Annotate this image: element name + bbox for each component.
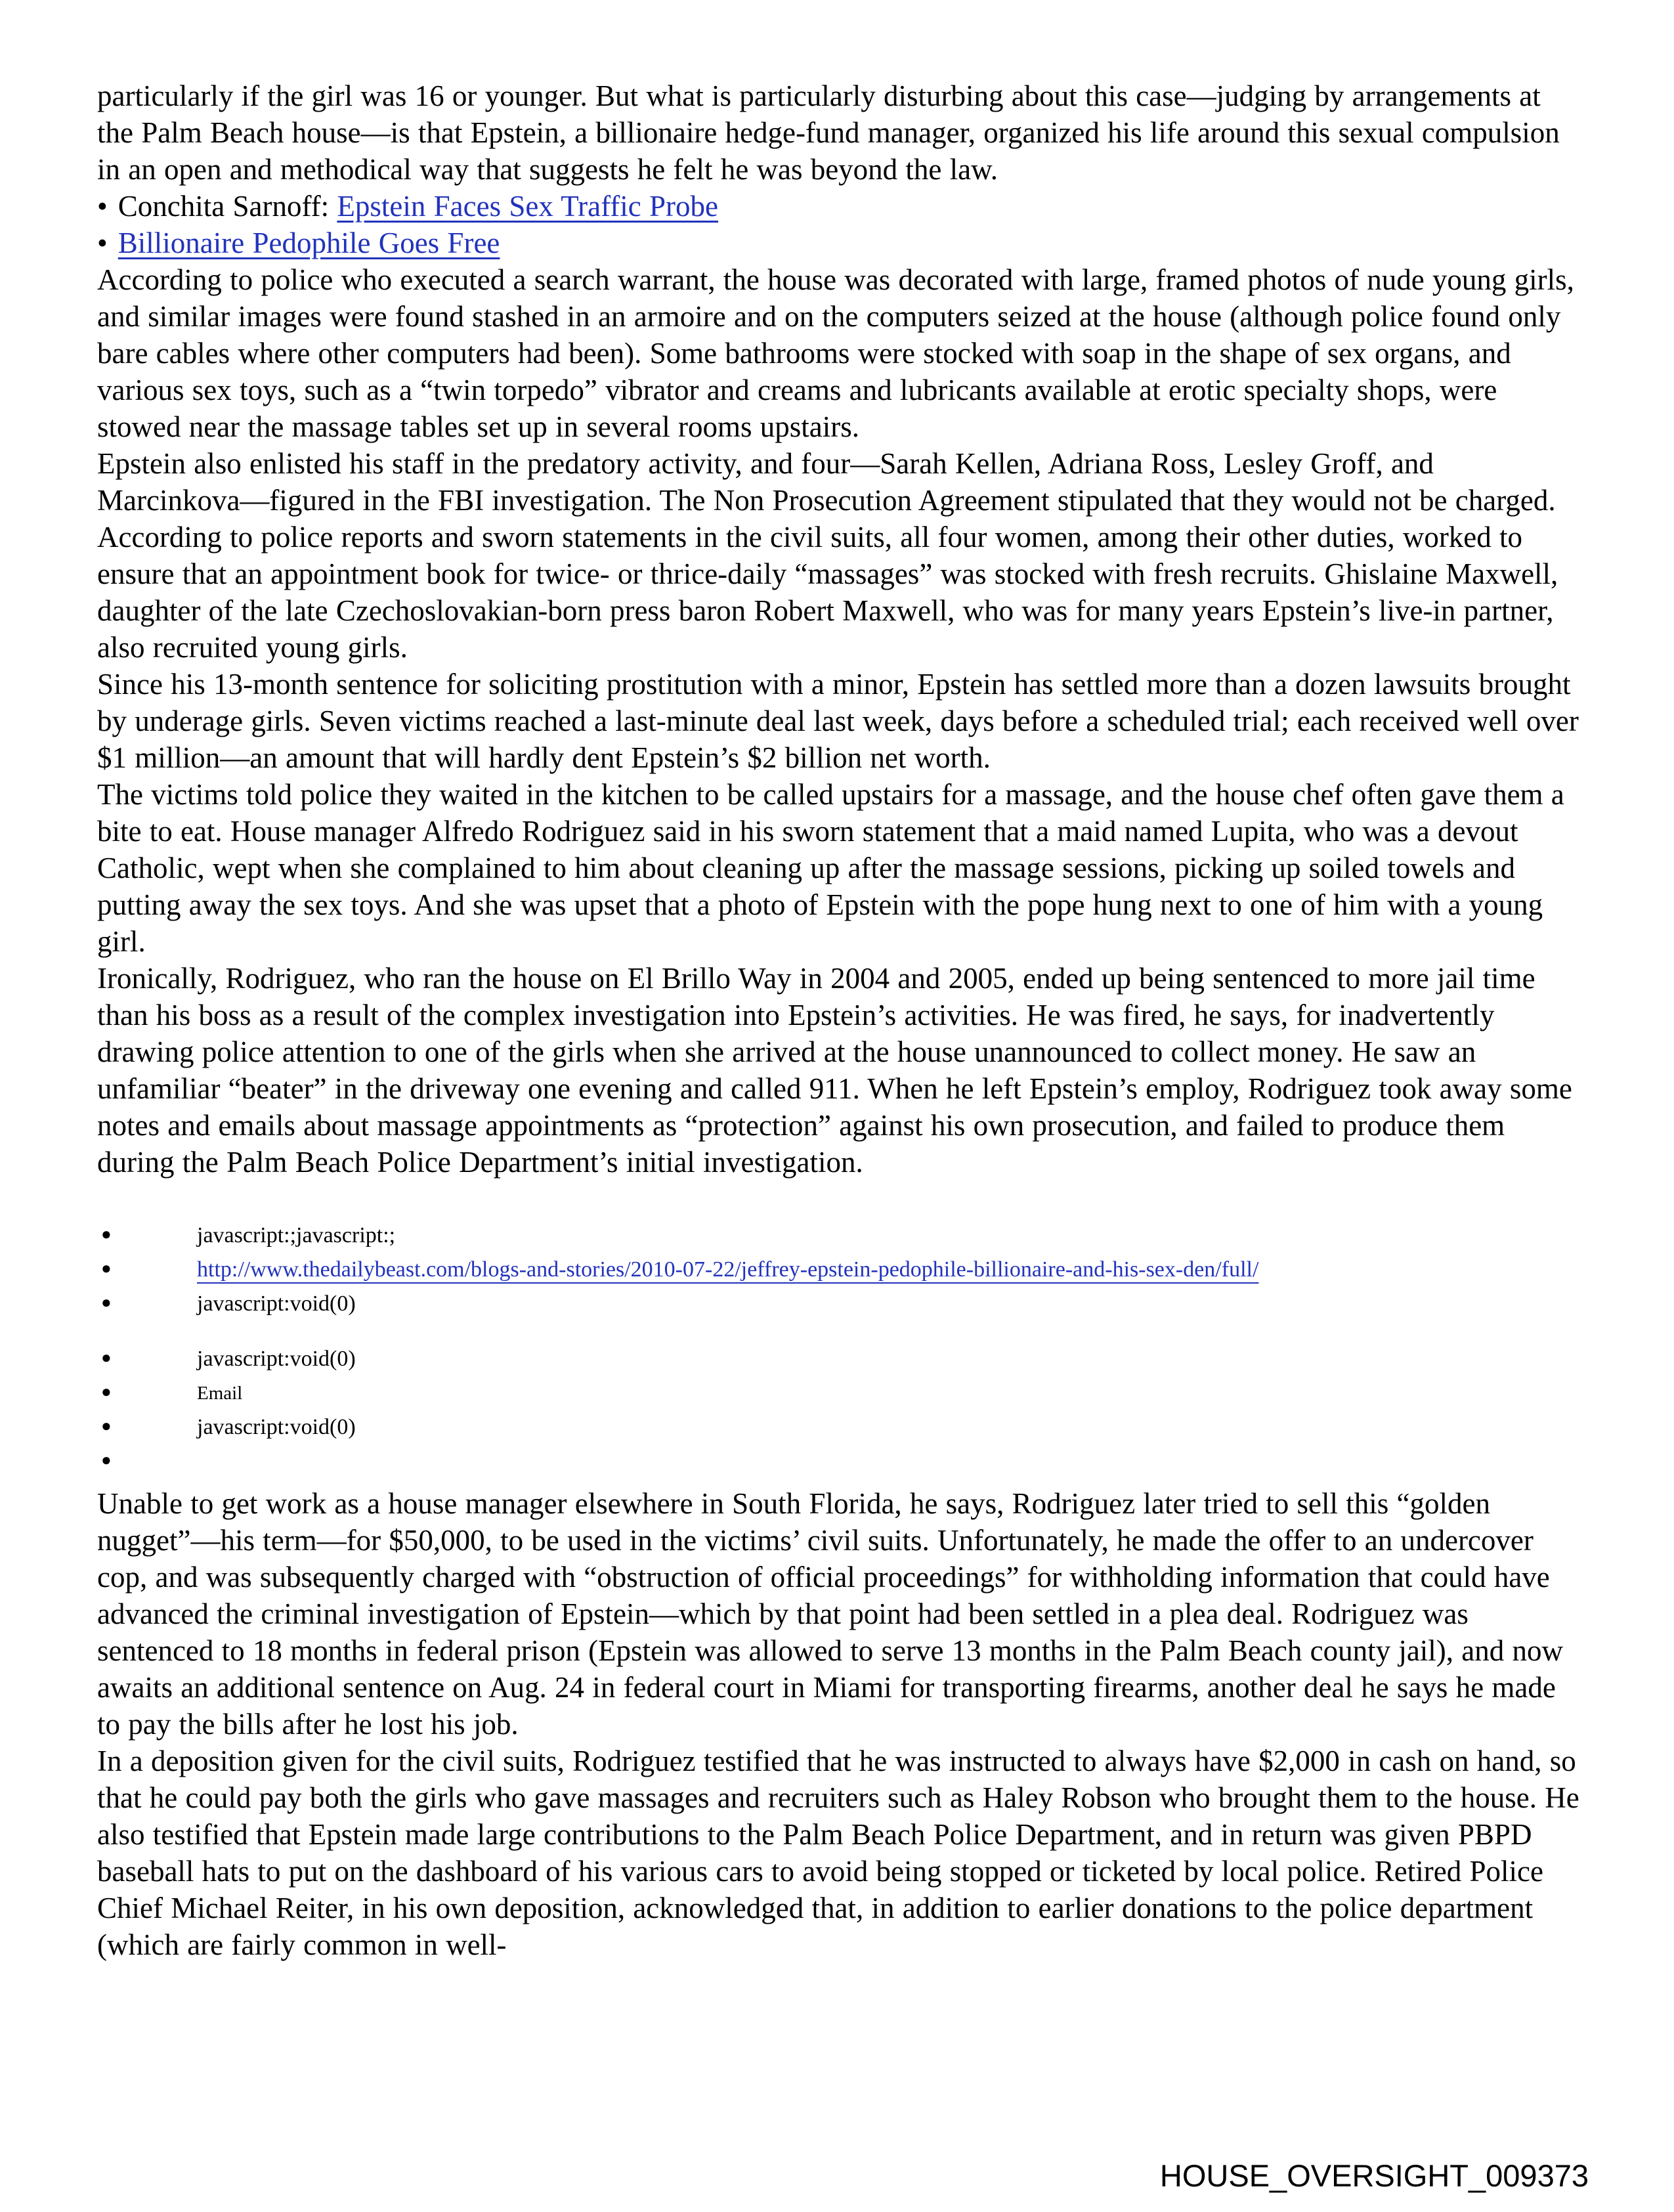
list-item-text: javascript:;javascript:; xyxy=(197,1223,396,1247)
source-line-sarnoff xyxy=(97,188,1582,225)
paragraph-continuation: particularly if the girl was 16 or younger. But what is particularly disturbing about this case—judging by arrangements at the Palm Beach house—is that Epstein, a billionaire hedge-fund manager, organized his life around this sexual compulsion in an open and methodical way that suggests he felt he was beyond the law. xyxy=(97,79,1560,186)
bullet-icon: ● xyxy=(101,1259,112,1278)
epstein-sex-traffic-probe-link[interactable]: Epstein Faces Sex Traffic Probe xyxy=(337,190,718,223)
list-item-javascript xyxy=(97,1345,1582,1374)
source-line-pedophile xyxy=(97,225,1582,261)
list-item-text: javascript:void(0) xyxy=(197,1291,356,1316)
list-item-dailybeast-url xyxy=(97,1255,1582,1284)
paragraph-victims-kitchen: The victims told police they waited in the kitchen to be called upstairs for a massage, and the house chef often gave them a bite to eat. House manager Alfredo Rodriguez said in his sworn statement that a maid named Lupita, who was a devout Catholic, wept when she complained to him about cleaning up after the massage sessions, picking up soiled towels and putting away the sex toys. And she was upset that a photo of Epstein with the pope hung next to one of him with a young girl. xyxy=(97,778,1564,958)
paragraph-golden-nugget: Unable to get work as a house manager elsewhere in South Florida, he says, Rodriguez later tried to sell this “golden nugget”—his term—for $50,000, to be used in the victims’ civil suits. Unfortunately, he made the offer to an undercover cop, and was subsequently charged with “obstruction of official proceedings” for withholding information that could have advanced the criminal investigation of Epstein—which by that point had been settled in a plea deal. Rodriguez was sentenced to 18 months in federal prison (Epstein was allowed to serve 13 months in the Palm Beach county jail), and now awaits an additional sentence on Aug. 24 in federal court in Miami for transporting firearms, another deal he says he made to pay the bills after he lost his job. xyxy=(97,1487,1564,1741)
bullet-icon: ● xyxy=(101,1450,112,1469)
dailybeast-article-link[interactable]: http://www.thedailybeast.com/blogs-and-stories/2010-07-22/jeffrey-epstein-pedophile-billionaire-and-his-sex-den/full/ xyxy=(197,1257,1259,1282)
list-item-text: javascript:void(0) xyxy=(197,1415,356,1439)
document-content xyxy=(97,77,1582,1963)
bullet-icon: ● xyxy=(101,1382,112,1401)
list-item-empty xyxy=(97,1447,1582,1476)
inline-bullet-icon: • xyxy=(97,190,108,223)
javascript-link-list xyxy=(97,1221,1582,1476)
bullet-icon: ● xyxy=(101,1225,112,1244)
billionaire-pedophile-goes-free-link[interactable]: Billionaire Pedophile Goes Free xyxy=(118,227,500,259)
list-item-email xyxy=(97,1379,1582,1408)
list-item-javascript xyxy=(97,1413,1582,1442)
paragraph-police-search: According to police who executed a search warrant, the house was decorated with large, framed photos of nude young girls, and similar images were found stashed in an armoire and on the computers seized at the house (although police found only bare cables where other computers had been). Some bathrooms were stocked with soap in the shape of sex organs, and various sex toys, such as a “twin torpedo” vibrator and creams and lubricants available at erotic specialty shops, were stowed near the massage tables set up in several rooms upstairs. xyxy=(97,263,1574,443)
list-item-text: Email xyxy=(197,1383,243,1404)
paragraph-rodriguez-sentenced: Ironically, Rodriguez, who ran the house on El Brillo Way in 2004 and 2005, ended up being sentenced to more jail time than his boss as a result of the complex investigation into Epstein’s activities. He was fired, he says, for inadvertently drawing police attention to one of the girls when she arrived at the house unannounced to collect money. He saw an unfamiliar “beater” in the driveway one evening and called 911. When he left Epstein’s employ, Rodriguez took away some notes and emails about massage appointments as “protection” against his own prosecution, and failed to produce them during the Palm Beach Police Department’s initial investigation. xyxy=(97,962,1572,1179)
paragraph-lawsuits: Since his 13-month sentence for soliciting prostitution with a minor, Epstein has settled more than a dozen lawsuits brought by underage girls. Seven victims reached a last-minute deal last week, days before a scheduled trial; each received well over $1 million—an amount that will hardly dent Epstein’s $2 billion net worth. xyxy=(97,668,1579,774)
bullet-icon: ● xyxy=(101,1416,112,1435)
list-item-javascript xyxy=(97,1221,1582,1250)
source-author-label: Conchita Sarnoff: xyxy=(118,190,337,223)
paragraph-staff-fbi: Epstein also enlisted his staff in the predatory activity, and four—Sarah Kellen, Adriana Ross, Lesley Groff, and Marcinkova—figured in the FBI investigation. The Non Prosecution Agreement stipulated that they would not be charged. According to police reports and sworn statements in the civil suits, all four women, among their other duties, worked to ensure that an appointment book for twice- or thrice-daily “massages” was stocked with fresh recruits. Ghislaine Maxwell, daughter of the late Czechoslovakian-born press baron Robert Maxwell, who was for many years Epstein’s live-in partner, also recruited young girls. xyxy=(97,447,1558,664)
bullet-icon: ● xyxy=(101,1293,112,1312)
list-item-javascript xyxy=(97,1290,1582,1318)
bates-number: HOUSE_OVERSIGHT_009373 xyxy=(1159,2158,1589,2193)
inline-bullet-icon: • xyxy=(97,227,108,259)
paragraph-deposition: In a deposition given for the civil suits, Rodriguez testified that he was instructed to always have $2,000 in cash on hand, so that he could pay both the girls who gave massages and recruiters such as Haley Robson who brought them to the house. He also testified that Epstein made large contributions to the Palm Beach Police Department, and in return was given PBPD baseball hats to put on the dashboard of his various cars to avoid being stopped or ticketed by local police. Retired Police Chief Michael Reiter, in his own deposition, acknowledged that, in addition to earlier donations to the police department (which are fairly common in well- xyxy=(97,1745,1579,1961)
bullet-icon: ● xyxy=(101,1348,112,1367)
list-item-text: javascript:void(0) xyxy=(197,1347,356,1371)
